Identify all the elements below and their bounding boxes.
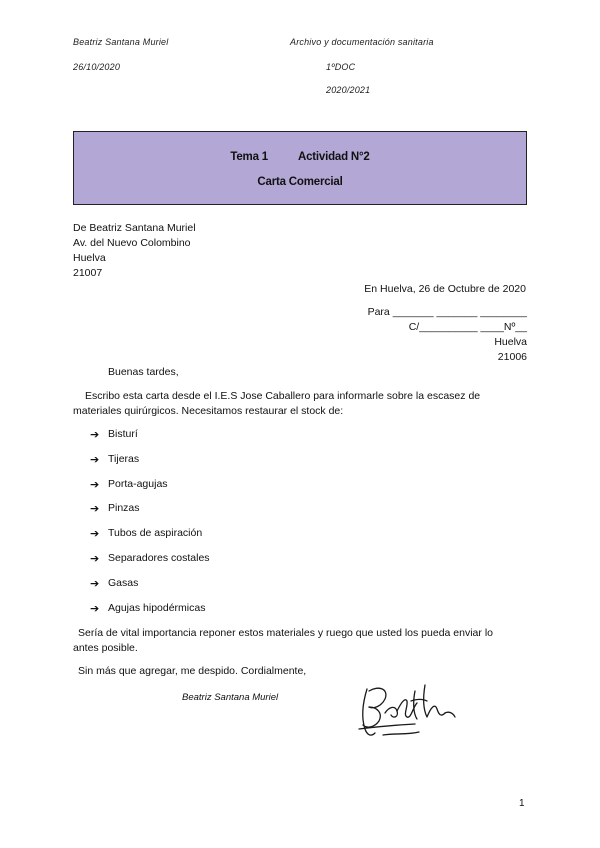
- list-item-label: Pinzas: [108, 502, 140, 515]
- signature-name: Beatriz Santana Muriel: [182, 692, 279, 703]
- list-item-label: Bisturí: [108, 428, 138, 440]
- arrow-icon: ➔: [90, 429, 100, 441]
- recipient-line: 21006: [497, 351, 527, 363]
- list-item: [90, 453, 210, 478]
- list-item: [90, 428, 210, 453]
- arrow-icon: ➔: [90, 528, 100, 541]
- list-item: [90, 478, 210, 503]
- intro-line: Escribo esta carta desde el I.E.S Jose Caballero para informarle sobre la escasez de: [85, 390, 481, 402]
- arrow-icon: ➔: [90, 478, 100, 491]
- recipient-line: C/__________ ____Nº__: [408, 321, 527, 333]
- list-item-label: Gasas: [108, 576, 139, 589]
- title-box: [73, 131, 527, 205]
- recipient-line: Huelva: [494, 336, 527, 348]
- title-line: [74, 151, 526, 163]
- list-item-label: Agujas hipodérmicas: [108, 601, 206, 614]
- arrow-icon: ➔: [90, 577, 100, 590]
- header-year: 2020/2021: [326, 85, 371, 95]
- header-subject: Archivo y documentación sanitaria: [290, 37, 434, 47]
- greeting: Buenas tardes,: [108, 366, 179, 378]
- closing-line: antes posible.: [73, 642, 138, 654]
- list-item-label: Tijeras: [108, 452, 140, 465]
- list-item: [90, 602, 210, 627]
- intro-line: materiales quirúrgicos. Necesitamos restaurar el stock de:: [73, 405, 344, 417]
- list-item-label: Porta-agujas: [108, 477, 168, 490]
- closing-line: Sería de vital importancia reponer estos materiales y ruego que usted los pueda enviar lo: [78, 627, 493, 639]
- list-item: [90, 527, 210, 552]
- list-item: [90, 577, 210, 602]
- activity-label: Actividad N°2: [297, 151, 370, 163]
- materials-list: [90, 428, 210, 626]
- sender-line: Huelva: [73, 252, 106, 264]
- place-date: En Huelva, 26 de Octubre de 2020: [364, 283, 526, 295]
- list-item: [90, 502, 210, 527]
- document-title: Carta Comercial: [257, 176, 343, 188]
- page-number: 1: [519, 798, 525, 809]
- farewell: Sin más que agregar, me despido. Cordialmente,: [78, 665, 307, 677]
- sender-line: Av. del Nuevo Colombino: [73, 237, 191, 249]
- recipient-line: Para _______ _______ ________: [367, 306, 527, 318]
- list-item-label: Separadores costales: [108, 551, 210, 564]
- arrow-icon: ➔: [90, 503, 100, 516]
- header-author: Beatriz Santana Muriel: [73, 37, 169, 47]
- header-date: 26/10/2020: [73, 62, 121, 72]
- sender-line: De Beatriz Santana Muriel: [73, 222, 196, 234]
- topic-label: Tema 1: [230, 151, 268, 163]
- arrow-icon: ➔: [90, 602, 100, 615]
- sender-line: 21007: [73, 267, 103, 279]
- signature-image: [355, 677, 470, 747]
- list-item-label: Tubos de aspiración: [108, 527, 203, 540]
- arrow-icon: ➔: [90, 552, 100, 565]
- list-item: [90, 552, 210, 577]
- arrow-icon: ➔: [90, 453, 100, 466]
- header-course: 1ºDOC: [326, 62, 356, 72]
